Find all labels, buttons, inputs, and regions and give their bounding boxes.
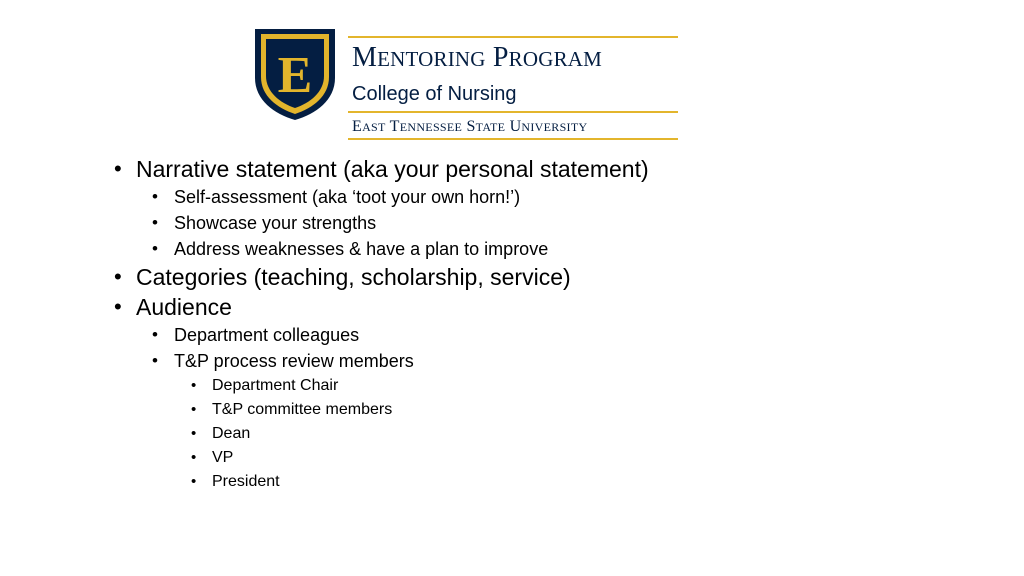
bullet-audience [114, 292, 994, 322]
bullet-text: Address weaknesses & have a plan to improve [174, 239, 549, 259]
bullet-text: Categories (teaching, scholarship, service) [136, 264, 571, 290]
bullet-dot: • [191, 377, 197, 394]
bullet-dot: • [152, 325, 158, 344]
bullet-dot: • [114, 294, 122, 319]
sub-bullet [152, 322, 994, 348]
bullet-dot: • [152, 351, 158, 370]
banner-school-name: EAST TENNESSEE STATE UNIVERSITY [352, 118, 588, 135]
banner-subtitle: College of Nursing [352, 83, 517, 105]
reviewer-bullet [191, 446, 994, 470]
bullet-text: T&P process review members [174, 351, 414, 371]
bullet-text: T&P committee members [212, 401, 393, 418]
bullet-text: Dean [212, 425, 251, 442]
bullet-narrative-statement [114, 154, 994, 184]
banner-divider-top [348, 36, 678, 38]
reviewer-bullet [191, 374, 994, 398]
bullet-text: Department Chair [212, 377, 339, 394]
bullet-text: Audience [136, 294, 232, 320]
sub-bullet [152, 236, 994, 262]
bullet-dot: • [191, 449, 197, 466]
bullet-categories [114, 262, 994, 292]
sub-bullet [152, 210, 994, 236]
bullet-text: Narrative statement (aka your personal statement) [136, 156, 649, 182]
bullet-text: VP [212, 449, 234, 466]
reviewer-bullet [191, 398, 994, 422]
bullet-dot: • [191, 473, 197, 490]
sub-bullet [152, 184, 994, 210]
bullet-dot: • [152, 187, 158, 206]
bullet-dot: • [191, 401, 197, 418]
bullet-text: Self-assessment (aka ‘toot your own horn!’) [174, 187, 521, 207]
etsu-shield-icon [252, 26, 338, 122]
bullet-dot: • [152, 239, 158, 258]
bullet-dot: • [114, 264, 122, 289]
bullet-dot: • [114, 156, 122, 181]
bullet-list [114, 154, 994, 494]
bullet-dot: • [152, 213, 158, 232]
bullet-text: President [212, 473, 280, 490]
banner-title: MENTORING PROGRAM [352, 42, 603, 73]
bullet-text: Department colleagues [174, 325, 360, 345]
banner-divider-middle [348, 111, 678, 113]
reviewer-bullet [191, 470, 994, 494]
shield-letter: E [277, 47, 313, 104]
bullet-dot: • [191, 425, 197, 442]
mentoring-program-banner [252, 26, 684, 142]
banner-divider-bottom [348, 138, 678, 140]
bullet-text: Showcase your strengths [174, 213, 377, 233]
reviewer-bullet [191, 422, 994, 446]
sub-bullet [152, 348, 994, 374]
